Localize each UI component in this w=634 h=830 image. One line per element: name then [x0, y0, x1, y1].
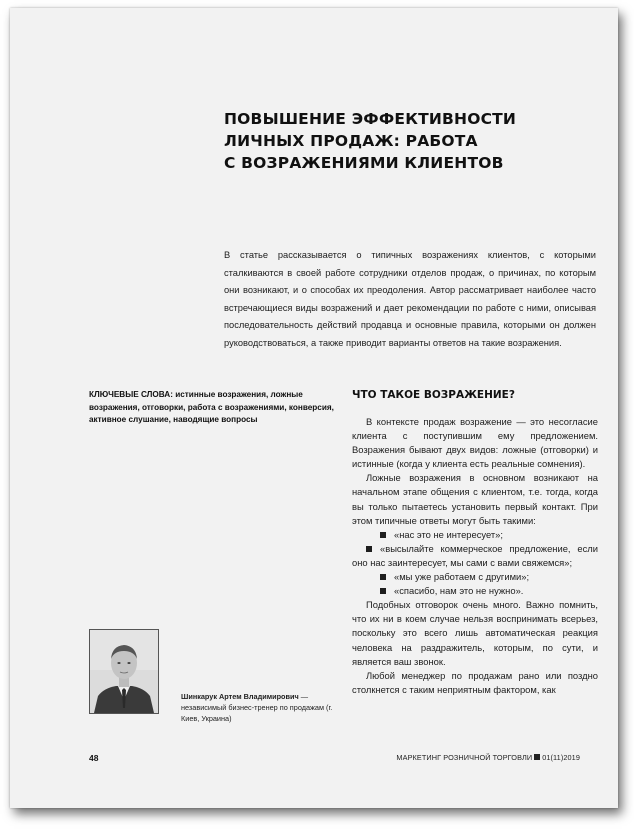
bullet-square-icon [380, 588, 386, 594]
bullet-text: «высылайте коммерческое предложение, если оно нас заинтересует, мы сами с вами свяжемся»; [352, 542, 598, 568]
bullet-square-icon [366, 546, 372, 552]
author-caption [181, 691, 341, 724]
journal-name: МАРКЕТИНГ РОЗНИЧНОЙ ТОРГОВЛИ [396, 753, 533, 762]
paragraph-4: Любой менеджер по продажам рано или поздно столкнется с таким неприятным фактором, как [352, 669, 598, 695]
title-line-1: ПОВЫШЕНИЕ ЭФФЕКТИВНОСТИ [224, 110, 517, 128]
title-line-3: С ВОЗРАЖЕНИЯМИ КЛИЕНТОВ [224, 154, 504, 172]
page-number: 48 [89, 753, 99, 763]
keywords-block [89, 389, 334, 427]
author-description: — независимый бизнес-тренер по продажам (г. Киев, Украина) [181, 692, 333, 723]
paragraph-3: Подобных отговорок очень много. Важно помнить, что их ни в коем случае нельзя воспринимать всерьез, поскольку это всего лишь автоматическая реакция человека на раздражитель, которым, по сути, и является ваш звонок. [352, 599, 598, 667]
paragraph-1: В контексте продаж возражение — это несогласие клиента с поступившим ему предложением. Возражения бывают двух видов: ложные (отговорки) и истинные (когда у клиента есть реальные сомнения). [352, 416, 598, 470]
issue-number: 01(11)2019 [542, 753, 580, 762]
bullet-item [352, 584, 598, 598]
title-line-2: ЛИЧНЫХ ПРОДАЖ: РАБОТА [224, 132, 478, 150]
author-name: Шинкарук Артем Владимирович [181, 692, 299, 701]
bullet-text: «нас это не интересует»; [394, 528, 504, 540]
bullet-square-icon [380, 532, 386, 538]
bullet-square-icon [380, 574, 386, 580]
bullet-text: «мы уже работаем с другими»; [394, 571, 530, 583]
keywords-label: КЛЮЧЕВЫЕ СЛОВА: [89, 390, 173, 399]
bullet-text: «спасибо, нам это не нужно». [394, 585, 524, 597]
article-abstract: В статье рассказывается о типичных возражениях клиентов, с которыми сталкиваются в своей работе сотрудники отделов продаж, о причинах, по которым они возникают, и о способах их преодоления. Автор рассматривает наиболее часто встречающиеся виды возражений и дает рекомендации по работе с ними, описывая последовательность действий продавца и основные правила, которыми он должен руководствоваться, а также приводит варианты ответов на такие возражения. [224, 250, 596, 348]
bullet-item [352, 570, 598, 584]
author-portrait-image [90, 630, 158, 713]
running-footer [396, 753, 580, 762]
author-photo [89, 629, 159, 714]
section-heading: ЧТО ТАКОЕ ВОЗРАЖЕНИЕ? [352, 389, 515, 401]
article-title [224, 108, 584, 174]
paragraph-2: Ложные возражения в основном возникают на начальном этапе общения с клиентом, т.е. тогда, когда вы только пытаетесь установить первый контакт. При этом типичные ответы могут быть такими: [352, 472, 598, 526]
bullet-item [352, 528, 598, 542]
bullet-item [352, 542, 598, 570]
keywords-text: истинные возражения, ложные возражения, отговорки, работа с возражениями, конверсия, активное слушание, наводящие вопросы [89, 390, 334, 425]
body-column [352, 415, 598, 697]
magazine-page [10, 8, 618, 808]
separator-square-icon [534, 754, 540, 760]
